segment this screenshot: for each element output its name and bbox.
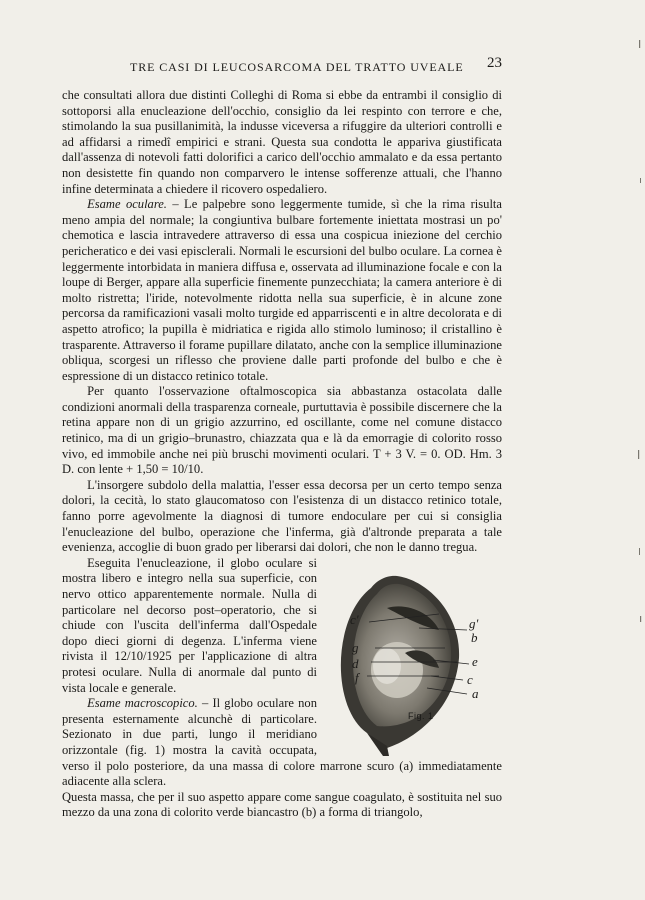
paragraph: L'insorgere subdolo della malattia, l'esser essa decorsa per un certo tempo senza dolori, la cecità, lo stato glaucomatoso con l'esistenza di un distacco retinico totale, fanno porre agevolmente la diagnosi di tumore endoculare per cui si consiglia l'enucleazione del bulbo, operazione che l'inferma, già d'altronde preparata a tale evenienza, accoglie di buon grado per liberarsi dai dolori, che non le danno tregua. <box>62 477 502 555</box>
label-c-prime: c' <box>350 611 359 627</box>
italic-lead: Esame oculare. <box>87 197 167 212</box>
lens-area <box>373 648 401 684</box>
label-g: g <box>352 639 359 655</box>
paragraph: Questa massa, che per il suo aspetto appare come sangue coagulato, è sostituita nel suo mezzo da una zona di colorito verde biancastro (b) a forma di triangolo, <box>62 789 502 820</box>
page-number: 23 <box>487 55 502 71</box>
paragraph-text: Eseguita l'enucleazione, il globo oculare si mostra libero e integro nella sua superficie, con nervo ottico apparentemente normale. Nulla di particolare nel decorso post–operatorio, che si chiude con l'uscita dell'inferma dall'Ospedale dopo dieci giorni di degenza. L'inferma viene rivista il 12/10/1925 per l'applicazione di altra protesi oculare. Nulla di anormale dal punto di vista locale e generale. <box>62 555 317 695</box>
paragraph-with-figure <box>62 555 502 701</box>
figure-1 <box>327 558 502 758</box>
paragraph-esame-oculare <box>62 197 502 384</box>
paragraph-rest: – Le palpebre sono leggermente tumide, sì che la rima risulta meno ampia del normale; la congiuntiva bulbare fortemente iniettata mostrasi un po' chemotica e lascia intravedere attraverso di essa una cospicua iniezione del cerchio pericheratico e dei vasi episclerali. Normali le escursioni del bulbo oculare. La cornea è leggermente intorbidata in maniera diffusa e, osservata ad illuminazione focale e con la loupe di Berger, appare alla superficie finemente punzecchiata; la camera anteriore è di molto ristretta; l'iride, notevolmente ridotta nella sua superficie, è in alcune zone percorsa da ramificazioni vasali molto turgide ed apparriscenti e in altre decolorata e di aspetto atrofico; la pupilla è midriatica e rigida allo stimolo luminoso; il cristallino è trasparente. Attraverso il forame pupillare dilatato, anche con la semplice illuminazione obliqua, scorgesi un riflesso che proviene dalle parti profonde del bulbo e che è espressione di un distacco retinico totale. <box>62 197 502 383</box>
scan-edge-marks <box>625 0 645 900</box>
label-d: d <box>352 655 359 671</box>
paragraph-rest: – Il globo oculare non presenta esternamente alcunchè di particolare. Sezionato in due parti, lungo il meridiano orizzontale (fig. 1) mostra la cavità occupata, verso il polo posteriore, da una massa di colore marrone scuro (a) immediatamente adiacente alla sclera. <box>62 696 502 789</box>
body-text <box>62 88 502 821</box>
italic-lead: Esame macroscopico. <box>87 696 198 711</box>
label-a: a <box>472 685 479 701</box>
eye-section-drawing <box>327 558 502 758</box>
paragraph: che consultati allora due distinti Colleghi di Roma si ebbe da entrambi il consiglio di sottoporsi alla enucleazione dell'occhio, consiglio da lei respinto con terrore e che, stimolando la sua pusillanimità, la indusse viceversa a rifuggire da ulteriori controlli e ad affidarsi a rimedî empirici e strani. Questa sua condotta le appariva giustificata dall'assenza di notevoli fatti dolorifici a carico dell'occhio ammalato e da essa pertanto non desistette fin quando non comparvero le intense sofferenze attuali, che l'hanno infine determinata a chiedere il ricovero ospedaliero. <box>62 88 502 196</box>
figure-caption: Fig. 1 <box>408 711 434 721</box>
label-g-prime: g' <box>469 615 479 631</box>
label-c: c <box>467 671 473 687</box>
label-b: b <box>471 629 478 645</box>
running-header <box>62 57 502 77</box>
paragraph: Per quanto l'osservazione oftalmoscopica sia abbastanza ostacolata dalle condizioni anormali della trasparenza corneale, purtuttavia è possibile discernere che la retina appare non di un grigio azzurrino, ed oscillante, come nel comune distacco retinico, ma di un grigio–brunastro, chiazzata qua e là da emorragie di colorito rosso vivo, ed immobile anche nei più bruschi movimenti oculari. T + 3 V. = 0. OD. Hm. 3 D. con lente + 1,50 = 10/10. <box>62 384 502 477</box>
label-e: e <box>472 653 478 669</box>
label-f: f <box>355 669 359 685</box>
running-title: TRE CASI DI LEUCOSARCOMA DEL TRATTO UVEALE <box>130 60 464 74</box>
